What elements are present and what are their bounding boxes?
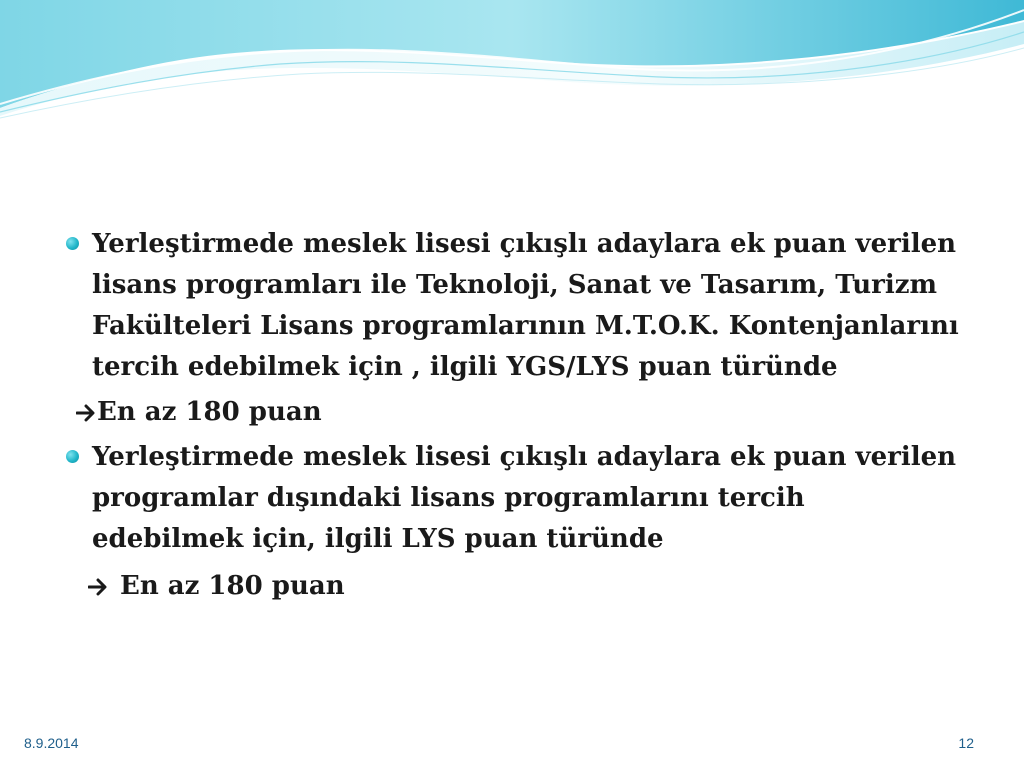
circle-bullet-icon: [66, 237, 79, 250]
wave-header-decoration: [0, 0, 1024, 130]
slide-content: [62, 224, 962, 611]
bullet-text: Yerleştirmede meslek lisesi çıkışlı adaylara ek puan verilen lisans programları ile Teknoloji, Sanat ve Tasarım, Turizm Fakülteleri Lisans programlarının M.T.O.K. Kontenjanlarını tercih edebilmek için , ilgili YGS/LYS puan türünde: [92, 229, 959, 382]
bullet-item: [62, 224, 962, 388]
page-number: 12: [958, 735, 974, 751]
right-arrow-icon: [76, 403, 96, 423]
bullet-text: Yerleştirmede meslek lisesi çıkışlı adaylara ek puan verilen programlar dışındaki lisans programlarını tercih edebilmek için, ilgili LYS puan türünde: [92, 442, 957, 554]
footer-date: 8.9.2014: [24, 735, 79, 751]
right-arrow-icon: [88, 577, 108, 597]
bullet-item: [62, 437, 962, 560]
circle-bullet-icon: [66, 450, 79, 463]
arrow-line: [76, 392, 962, 433]
arrow-text: En az 180 puan: [120, 571, 345, 601]
arrow-text: En az 180 puan: [97, 397, 322, 427]
arrow-line: [88, 566, 962, 607]
